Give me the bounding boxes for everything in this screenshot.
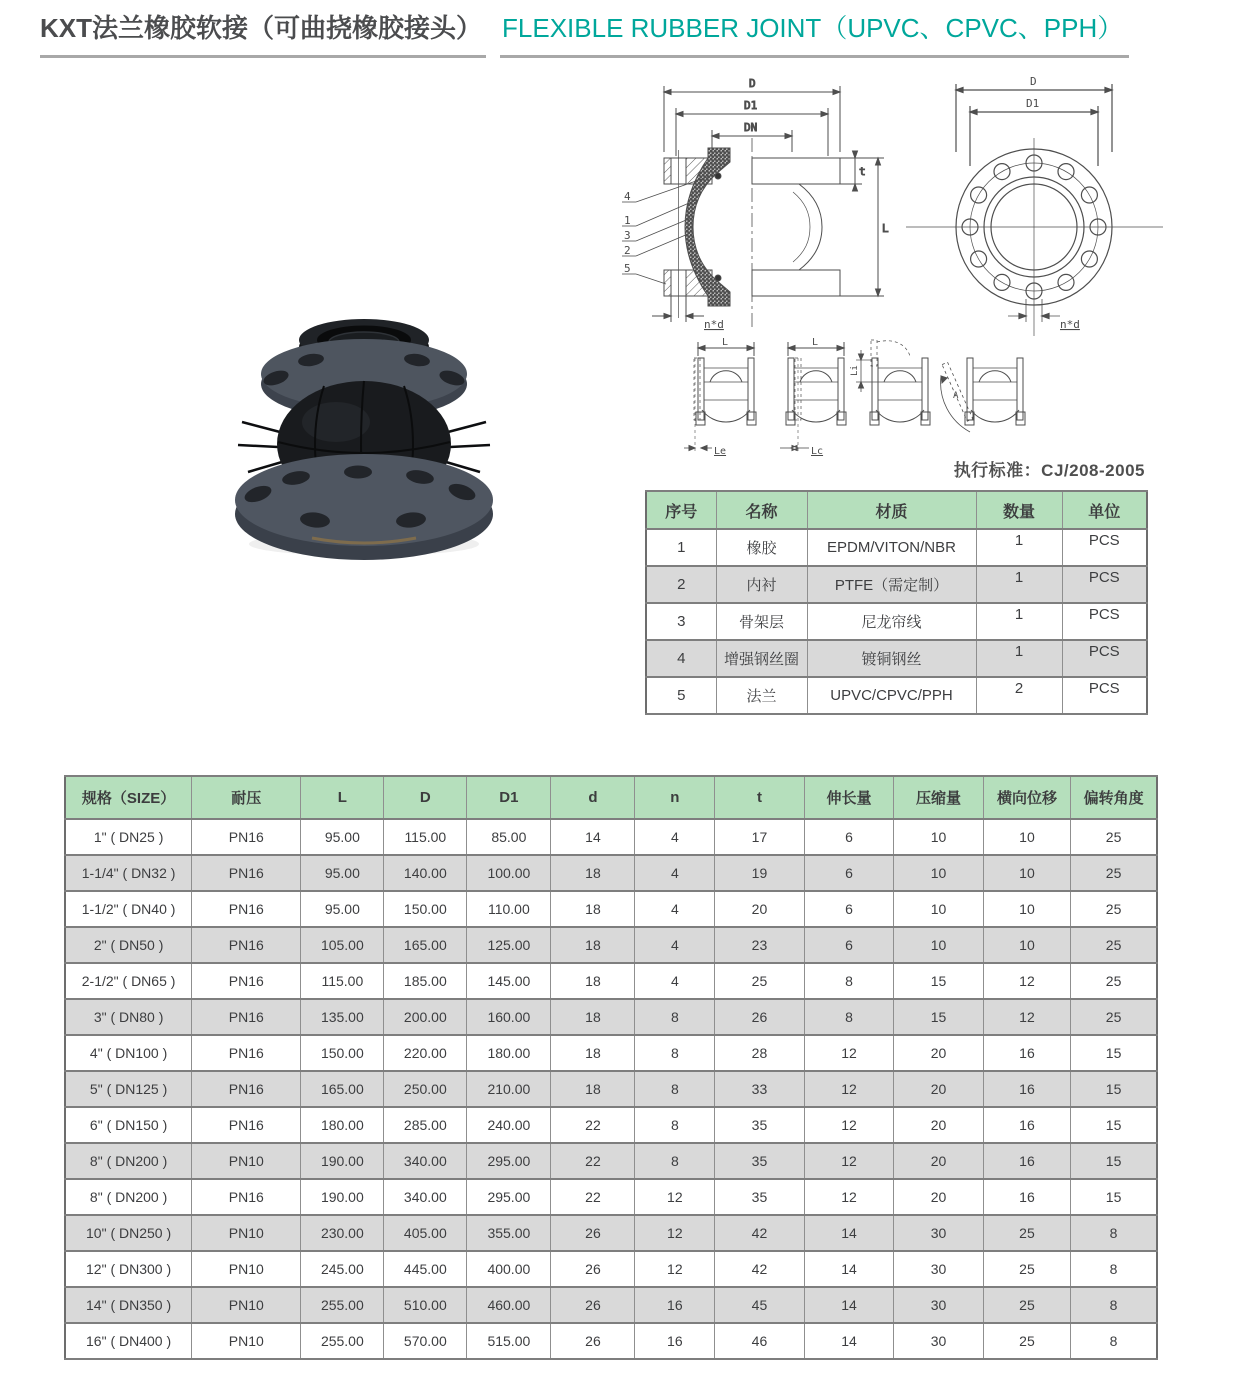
sketch-dim: A <box>953 391 959 401</box>
front-view-drawing <box>902 72 1167 340</box>
table-cell: PCS <box>1062 529 1147 566</box>
table-cell: 12 <box>635 1215 715 1251</box>
column-header: d <box>551 776 635 819</box>
table-cell: 12 <box>635 1251 715 1287</box>
table-cell: 25 <box>983 1287 1070 1323</box>
table-cell: 30 <box>894 1251 984 1287</box>
table-cell: 8 <box>804 963 894 999</box>
table-cell: 18 <box>551 963 635 999</box>
table-cell: 14 <box>804 1251 894 1287</box>
table-cell: UPVC/CPVC/PPH <box>807 677 976 714</box>
table-row <box>65 1107 1157 1143</box>
table-cell: PN16 <box>192 927 301 963</box>
table-cell: 165.00 <box>301 1071 384 1107</box>
table-cell: 15 <box>1071 1035 1157 1071</box>
table-cell: PN10 <box>192 1251 301 1287</box>
table-cell: 15 <box>1071 1143 1157 1179</box>
table-cell: 橡胶 <box>716 529 807 566</box>
table-cell: 45 <box>715 1287 805 1323</box>
table-cell: 245.00 <box>301 1251 384 1287</box>
table-cell: PCS <box>1062 677 1147 714</box>
table-cell: 220.00 <box>384 1035 467 1071</box>
table-cell: EPDM/VITON/NBR <box>807 529 976 566</box>
table-cell: 255.00 <box>301 1323 384 1359</box>
table-cell: 18 <box>551 1071 635 1107</box>
table-cell: 8 <box>635 1143 715 1179</box>
table-cell: 12 <box>804 1179 894 1215</box>
table-cell: 25 <box>1071 891 1157 927</box>
table-cell: 185.00 <box>384 963 467 999</box>
table-cell: 4 <box>635 927 715 963</box>
table-cell: 285.00 <box>384 1107 467 1143</box>
table-cell: 26 <box>551 1287 635 1323</box>
table-cell: 400.00 <box>467 1251 551 1287</box>
sketch-dim: Le <box>714 446 727 457</box>
table-cell: PN16 <box>192 1107 301 1143</box>
table-cell: 460.00 <box>467 1287 551 1323</box>
table-cell: 2 <box>976 677 1062 714</box>
table-cell: 6" ( DN150 ) <box>65 1107 192 1143</box>
dim-label-dn: DN <box>744 121 758 134</box>
table-cell: 14 <box>804 1215 894 1251</box>
table-cell: PN16 <box>192 1071 301 1107</box>
table-cell: 19 <box>715 855 805 891</box>
table-cell: 16 <box>983 1071 1070 1107</box>
table-row <box>65 1215 1157 1251</box>
table-cell: 20 <box>894 1071 984 1107</box>
table-cell: 15 <box>1071 1179 1157 1215</box>
table-cell: 16 <box>635 1287 715 1323</box>
table-cell: 25 <box>1071 819 1157 855</box>
table-cell: 28 <box>715 1035 805 1071</box>
table-cell: 18 <box>551 999 635 1035</box>
column-header: 压缩量 <box>894 776 984 819</box>
column-header: 规格（SIZE） <box>65 776 192 819</box>
table-cell: 150.00 <box>384 891 467 927</box>
table-cell: 12 <box>983 999 1070 1035</box>
table-cell: 230.00 <box>301 1215 384 1251</box>
table-cell: 1 <box>976 640 1062 677</box>
table-cell: 180.00 <box>467 1035 551 1071</box>
table-cell: 1" ( DN25 ) <box>65 819 192 855</box>
table-cell: 22 <box>551 1107 635 1143</box>
part-label: 5 <box>624 262 631 275</box>
table-cell: 8 <box>1071 1287 1157 1323</box>
table-cell: 295.00 <box>467 1143 551 1179</box>
table-cell: 1 <box>976 603 1062 640</box>
table-cell: PCS <box>1062 566 1147 603</box>
dim-label-d1: D1 <box>1026 97 1040 110</box>
sketch-dim: L <box>812 337 819 348</box>
column-header: 名称 <box>716 491 807 529</box>
table-cell: 15 <box>894 999 984 1035</box>
table-row <box>65 927 1157 963</box>
table-cell: 25 <box>1071 855 1157 891</box>
table-cell: 14 <box>551 819 635 855</box>
table-cell: 6 <box>804 855 894 891</box>
table-row <box>65 1323 1157 1359</box>
table-cell: 10 <box>983 819 1070 855</box>
header-row <box>65 776 1157 819</box>
table-cell: 法兰 <box>716 677 807 714</box>
table-cell: 30 <box>894 1287 984 1323</box>
page-title-en: FLEXIBLE RUBBER JOINT（UPVC、CPVC、PPH） <box>500 8 1129 58</box>
table-cell: 22 <box>551 1179 635 1215</box>
table-cell: 95.00 <box>301 855 384 891</box>
table-cell: PN16 <box>192 1035 301 1071</box>
part-label: 2 <box>624 244 631 257</box>
table-cell: 42 <box>715 1215 805 1251</box>
table-cell: 25 <box>1071 999 1157 1035</box>
table-cell: 26 <box>551 1215 635 1251</box>
table-cell: 20 <box>894 1035 984 1071</box>
table-cell: 160.00 <box>467 999 551 1035</box>
column-header: D1 <box>467 776 551 819</box>
table-row <box>65 1035 1157 1071</box>
standard-note: 执行标准：CJ/208-2005 <box>953 461 1145 480</box>
part-label: 4 <box>624 190 631 203</box>
table-row <box>65 999 1157 1035</box>
table-cell: 445.00 <box>384 1251 467 1287</box>
table-cell: 125.00 <box>467 927 551 963</box>
table-cell: 25 <box>1071 963 1157 999</box>
dim-label-nd: n*d <box>1060 318 1080 331</box>
table-cell: 8 <box>1071 1251 1157 1287</box>
column-header: 耐压 <box>192 776 301 819</box>
table-cell: 35 <box>715 1107 805 1143</box>
table-cell: 42 <box>715 1251 805 1287</box>
column-header: 数量 <box>976 491 1062 529</box>
table-cell: 3 <box>646 603 716 640</box>
table-cell: 14" ( DN350 ) <box>65 1287 192 1323</box>
table-cell: 5" ( DN125 ) <box>65 1071 192 1107</box>
table-cell: 2" ( DN50 ) <box>65 927 192 963</box>
column-header: 序号 <box>646 491 716 529</box>
table-cell: 4 <box>635 855 715 891</box>
table-cell: PCS <box>1062 640 1147 677</box>
dim-label-t: t <box>859 165 866 178</box>
table-cell: 10 <box>894 855 984 891</box>
table-cell: PN16 <box>192 963 301 999</box>
table-cell: PN16 <box>192 1179 301 1215</box>
dim-label-d: D <box>749 77 756 90</box>
table-cell: 10 <box>894 891 984 927</box>
table-cell: 5 <box>646 677 716 714</box>
table-cell: 15 <box>894 963 984 999</box>
table-cell: 18 <box>551 927 635 963</box>
table-cell: 增强钢丝圈 <box>716 640 807 677</box>
column-header: 材质 <box>807 491 976 529</box>
table-cell: 15 <box>1071 1107 1157 1143</box>
table-cell: 16 <box>983 1179 1070 1215</box>
table-cell: 16 <box>983 1143 1070 1179</box>
table-cell: 12 <box>983 963 1070 999</box>
table-cell: 8 <box>804 999 894 1035</box>
table-cell: 210.00 <box>467 1071 551 1107</box>
table-cell: 1 <box>976 566 1062 603</box>
table-cell: 190.00 <box>301 1143 384 1179</box>
table-cell: 3" ( DN80 ) <box>65 999 192 1035</box>
table-cell: 12 <box>804 1071 894 1107</box>
table-cell: 8 <box>635 1107 715 1143</box>
table-row <box>65 963 1157 999</box>
table-cell: 25 <box>983 1215 1070 1251</box>
page-title-zh: KXT法兰橡胶软接（可曲挠橡胶接头） <box>40 8 486 58</box>
table-cell: 25 <box>715 963 805 999</box>
parts-table <box>645 490 1148 715</box>
table-row <box>65 1251 1157 1287</box>
column-header: t <box>715 776 805 819</box>
column-header: 单位 <box>1062 491 1147 529</box>
table-cell: 26 <box>551 1323 635 1359</box>
table-cell: 25 <box>1071 927 1157 963</box>
dim-label-d1: D1 <box>744 99 758 112</box>
table-cell: 95.00 <box>301 891 384 927</box>
table-cell: 8 <box>635 999 715 1035</box>
table-cell: 4 <box>635 891 715 927</box>
table-cell: 4 <box>635 819 715 855</box>
table-cell: 骨架层 <box>716 603 807 640</box>
table-cell: 20 <box>715 891 805 927</box>
table-cell: 355.00 <box>467 1215 551 1251</box>
table-cell: PN10 <box>192 1215 301 1251</box>
table-cell: 2-1/2" ( DN65 ) <box>65 963 192 999</box>
table-cell: 22 <box>551 1143 635 1179</box>
table-cell: 180.00 <box>301 1107 384 1143</box>
table-cell: 10 <box>894 819 984 855</box>
table-row <box>65 891 1157 927</box>
table-cell: 18 <box>551 855 635 891</box>
table-row <box>646 566 1147 603</box>
table-cell: 145.00 <box>467 963 551 999</box>
table-cell: 12 <box>635 1179 715 1215</box>
table-cell: PN16 <box>192 999 301 1035</box>
table-row <box>646 677 1147 714</box>
table-row <box>65 1071 1157 1107</box>
table-cell: 26 <box>715 999 805 1035</box>
table-cell: 1 <box>646 529 716 566</box>
table-cell: 20 <box>894 1143 984 1179</box>
table-cell: 515.00 <box>467 1323 551 1359</box>
table-cell: 6 <box>804 819 894 855</box>
table-cell: PTFE（需定制） <box>807 566 976 603</box>
table-cell: 4 <box>646 640 716 677</box>
table-cell: 20 <box>894 1107 984 1143</box>
column-header: 横向位移 <box>983 776 1070 819</box>
table-cell: 4 <box>635 963 715 999</box>
table-cell: 10 <box>983 927 1070 963</box>
table-row <box>646 640 1147 677</box>
table-cell: 250.00 <box>384 1071 467 1107</box>
table-cell: 镀铜钢丝 <box>807 640 976 677</box>
table-cell: 4" ( DN100 ) <box>65 1035 192 1071</box>
table-cell: PN16 <box>192 819 301 855</box>
table-cell: 26 <box>551 1251 635 1287</box>
sketch-dim: Li <box>850 365 860 376</box>
table-cell: PN10 <box>192 1143 301 1179</box>
table-cell: 10 <box>983 855 1070 891</box>
header-row <box>646 491 1147 529</box>
table-cell: 12 <box>804 1107 894 1143</box>
column-header: 伸长量 <box>804 776 894 819</box>
table-cell: 200.00 <box>384 999 467 1035</box>
dim-label-d: D <box>1030 75 1037 88</box>
table-cell: 100.00 <box>467 855 551 891</box>
part-label: 1 <box>624 214 631 227</box>
table-cell: 8 <box>1071 1323 1157 1359</box>
table-cell: 2 <box>646 566 716 603</box>
table-cell: 105.00 <box>301 927 384 963</box>
table-cell: 12" ( DN300 ) <box>65 1251 192 1287</box>
table-cell: 1-1/2" ( DN40 ) <box>65 891 192 927</box>
table-row <box>646 603 1147 640</box>
table-cell: 35 <box>715 1143 805 1179</box>
table-cell: 1 <box>976 529 1062 566</box>
table-cell: 内衬 <box>716 566 807 603</box>
column-header: 偏转角度 <box>1071 776 1157 819</box>
table-row <box>65 1179 1157 1215</box>
table-cell: 30 <box>894 1323 984 1359</box>
table-cell: 16 <box>983 1107 1070 1143</box>
table-cell: 135.00 <box>301 999 384 1035</box>
table-cell: PN16 <box>192 891 301 927</box>
table-cell: 10 <box>894 927 984 963</box>
part-label: 3 <box>624 229 631 242</box>
table-row <box>646 529 1147 566</box>
table-cell: 110.00 <box>467 891 551 927</box>
table-cell: 115.00 <box>384 819 467 855</box>
table-cell: 8" ( DN200 ) <box>65 1143 192 1179</box>
table-cell: 95.00 <box>301 819 384 855</box>
table-cell: 510.00 <box>384 1287 467 1323</box>
dim-label-nd: n*d <box>704 318 724 331</box>
table-row <box>65 1143 1157 1179</box>
table-cell: 14 <box>804 1323 894 1359</box>
table-cell: 340.00 <box>384 1143 467 1179</box>
section-view-drawing <box>612 72 907 340</box>
sketch-dim: Lc <box>811 446 824 457</box>
table-cell: 150.00 <box>301 1035 384 1071</box>
table-cell: 570.00 <box>384 1323 467 1359</box>
page-title <box>40 8 1129 58</box>
table-cell: 6 <box>804 927 894 963</box>
sketch-dim: L <box>722 337 729 348</box>
dim-label-l: L <box>882 222 889 235</box>
table-cell: PN10 <box>192 1287 301 1323</box>
product-photo <box>212 292 517 582</box>
table-cell: 6 <box>804 891 894 927</box>
column-header: n <box>635 776 715 819</box>
table-cell: 140.00 <box>384 855 467 891</box>
table-cell: PN16 <box>192 855 301 891</box>
table-cell: 20 <box>894 1179 984 1215</box>
column-header: D <box>384 776 467 819</box>
table-cell: 16 <box>635 1323 715 1359</box>
table-cell: 405.00 <box>384 1215 467 1251</box>
table-cell: 18 <box>551 1035 635 1071</box>
table-cell: 12 <box>804 1035 894 1071</box>
table-cell: 8 <box>635 1071 715 1107</box>
table-cell: 10 <box>983 891 1070 927</box>
table-cell: 35 <box>715 1179 805 1215</box>
table-cell: 14 <box>804 1287 894 1323</box>
motion-sketches <box>682 336 1032 468</box>
table-cell: PCS <box>1062 603 1147 640</box>
table-cell: 8" ( DN200 ) <box>65 1179 192 1215</box>
table-cell: 30 <box>894 1215 984 1251</box>
table-cell: 18 <box>551 891 635 927</box>
table-row <box>65 819 1157 855</box>
table-cell: 115.00 <box>301 963 384 999</box>
table-cell: 15 <box>1071 1071 1157 1107</box>
table-cell: 255.00 <box>301 1287 384 1323</box>
table-cell: PN10 <box>192 1323 301 1359</box>
table-cell: 295.00 <box>467 1179 551 1215</box>
table-cell: 10" ( DN250 ) <box>65 1215 192 1251</box>
table-cell: 340.00 <box>384 1179 467 1215</box>
spec-table <box>64 775 1158 1360</box>
table-row <box>65 1287 1157 1323</box>
table-cell: 33 <box>715 1071 805 1107</box>
table-cell: 12 <box>804 1143 894 1179</box>
table-cell: 85.00 <box>467 819 551 855</box>
table-cell: 17 <box>715 819 805 855</box>
table-cell: 8 <box>1071 1215 1157 1251</box>
table-cell: 23 <box>715 927 805 963</box>
table-row <box>65 855 1157 891</box>
table-cell: 25 <box>983 1323 1070 1359</box>
column-header: L <box>301 776 384 819</box>
table-cell: 240.00 <box>467 1107 551 1143</box>
table-cell: 25 <box>983 1251 1070 1287</box>
table-cell: 165.00 <box>384 927 467 963</box>
table-cell: 46 <box>715 1323 805 1359</box>
table-cell: 16" ( DN400 ) <box>65 1323 192 1359</box>
table-cell: 16 <box>983 1035 1070 1071</box>
table-cell: 尼龙帘线 <box>807 603 976 640</box>
table-cell: 190.00 <box>301 1179 384 1215</box>
table-cell: 1-1/4" ( DN32 ) <box>65 855 192 891</box>
table-cell: 8 <box>635 1035 715 1071</box>
